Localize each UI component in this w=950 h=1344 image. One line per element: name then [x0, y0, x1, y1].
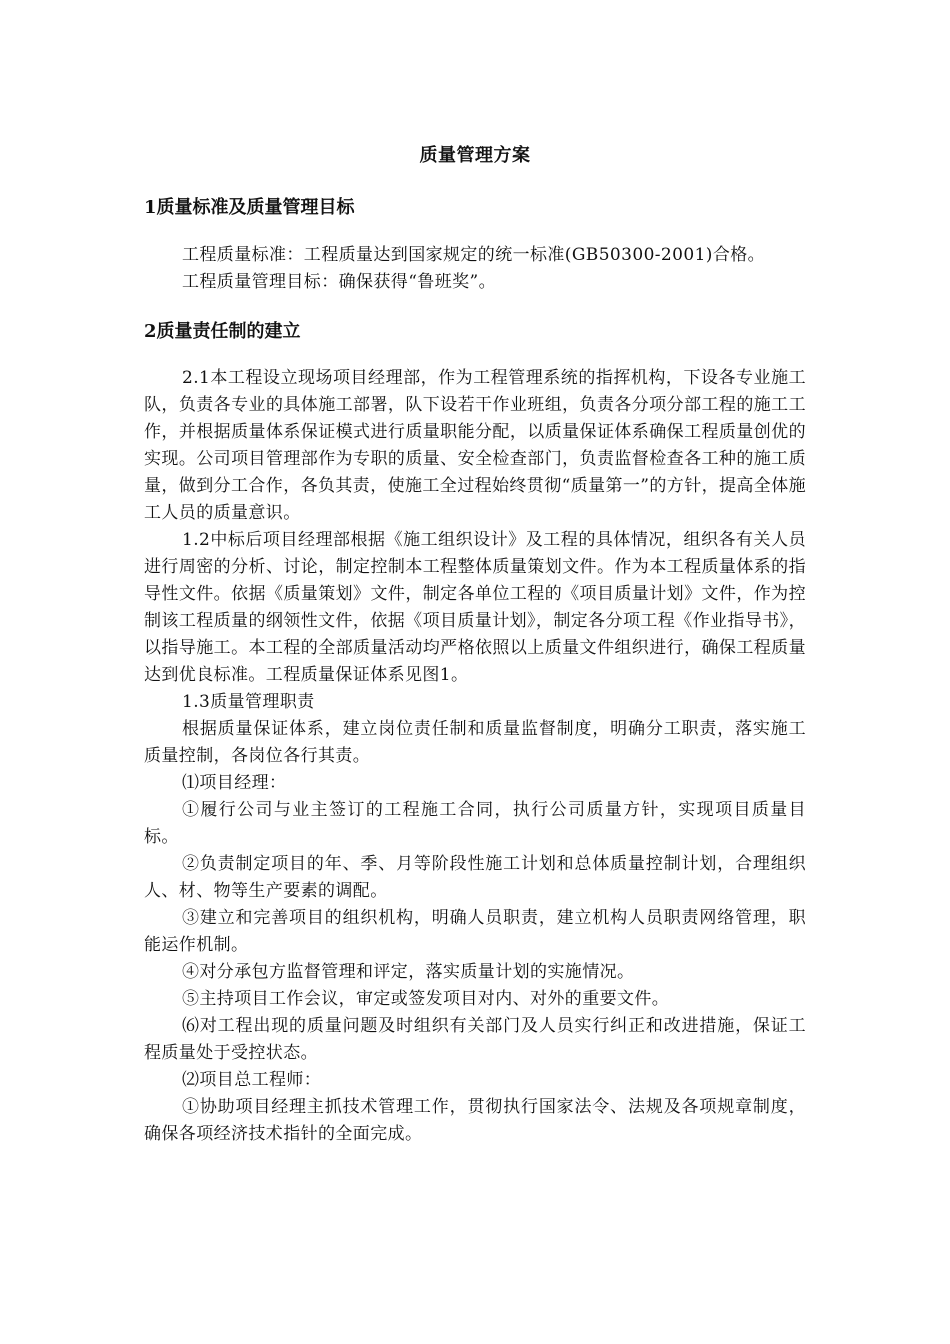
- paragraph: 2.1本工程设立现场项目经理部，作为工程管理系统的指挥机构，下设各专业施工队，负责各专业的具体施工部署，队下设若干作业班组，负责各分项分部工程的施工工作，并根据质量体系保证模式进行质量职能分配，以质量保证体系确保工程质量创优的实现。公司项目管理部作为专职的质量、安全检查部门，负责监督检查各工种的施工质量，做到分工合作，各负其责，使施工全过程始终贯彻“质量第一”的方针，提高全体施工人员的质量意识。: [144, 368, 806, 523]
- list-heading-chief-engineer: ⑵项目总工程师：: [182, 1070, 322, 1090]
- paragraph: 工程质量管理目标：确保获得“鲁班奖”。: [182, 272, 496, 292]
- list-item: ②负责制定项目的年、季、月等阶段性施工计划和总体质量控制计划，合理组织人、材、物等生产要素的调配。: [144, 854, 806, 901]
- section-heading-quality-standards: 1质量标准及质量管理目标: [144, 197, 355, 218]
- document-title: 质量管理方案: [419, 145, 531, 166]
- document-page: [144, 146, 806, 1148]
- paragraph: 工程质量标准：工程质量达到国家规定的统一标准(GB50300-2001)合格。: [182, 245, 766, 265]
- section-body-quality-standards: [144, 242, 806, 296]
- paragraph: 根据质量保证体系，建立岗位责任制和质量监督制度，明确分工职责，落实施工质量控制，各岗位各行其责。: [144, 719, 806, 766]
- list-item: ①履行公司与业主签订的工程施工合同，执行公司质量方针，实现项目质量目标。: [144, 800, 806, 847]
- list-item: ④对分承包方监督管理和评定，落实质量计划的实施情况。: [182, 962, 635, 982]
- subheading-quality-duties: 1.3质量管理职责: [182, 692, 315, 712]
- list-item: ③建立和完善项目的组织机构，明确人员职责，建立机构人员职责网络管理，职能运作机制。: [144, 908, 806, 955]
- section-heading-responsibility-system: 2质量责任制的建立: [144, 321, 301, 342]
- list-item: ①协助项目经理主抓技术管理工作，贯彻执行国家法令、法规及各项规章制度，确保各项经济技术指针的全面完成。: [144, 1097, 806, 1144]
- list-item: ⑹对工程出现的质量问题及时组织有关部门及人员实行纠正和改进措施，保证工程质量处于受控状态。: [144, 1016, 806, 1063]
- paragraph: 1.2中标后项目经理部根据《施工组织设计》及工程的具体情况，组织各有关人员进行周密的分析、讨论，制定控制本工程整体质量策划文件。作为本工程质量体系的指导性文件。依据《质量策划》文件，制定各单位工程的《项目质量计划》文件，作为控制该工程质量的纲领性文件，依据《项目质量计划》，制定各分项工程《作业指导书》，以指导施工。本工程的全部质量活动均严格依照以上质量文件组织进行，确保工程质量达到优良标准。工程质量保证体系见图1。: [144, 530, 806, 685]
- section-body-responsibility-system: [144, 365, 806, 1148]
- list-heading-project-manager: ⑴项目经理：: [182, 773, 287, 793]
- list-item: ⑤主持项目工作会议，审定或签发项目对内、对外的重要文件。: [182, 989, 670, 1009]
